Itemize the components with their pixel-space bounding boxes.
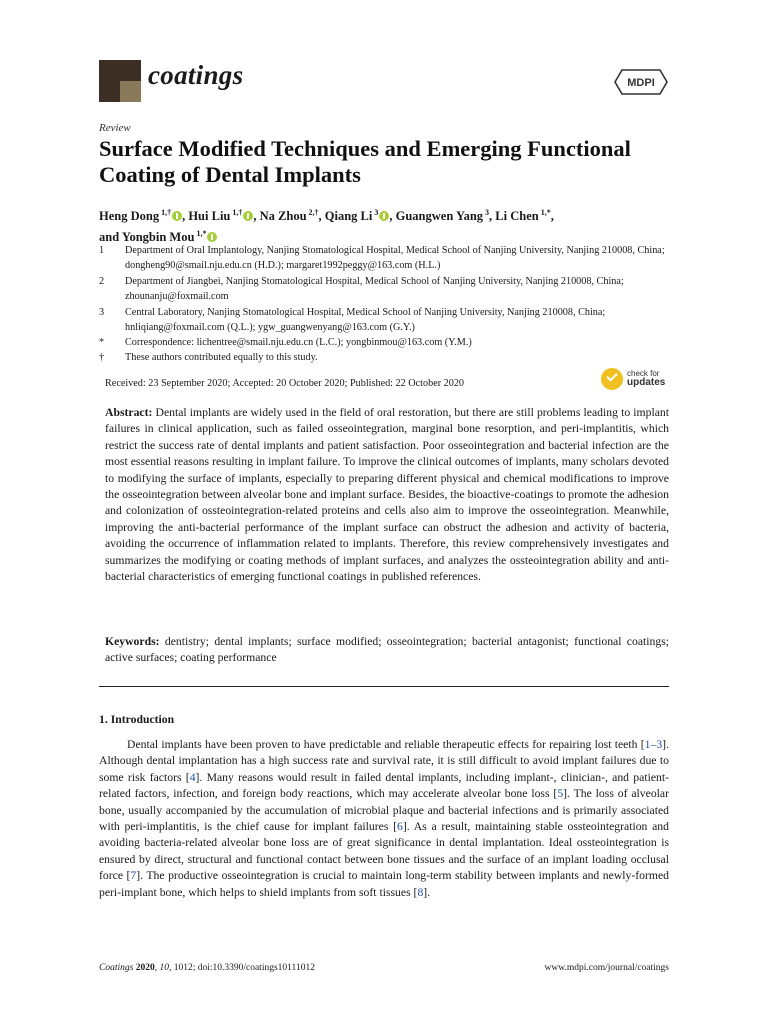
publication-dates: Received: 23 September 2020; Accepted: 20 October 2020; Published: 22 October 2020 xyxy=(105,378,465,389)
intro-text: ]. The loss of alveolar bone, usually accompanied by the accumulation of microbial plaque and bacterial infections and is primarily associated with peri-implantitis, is the chief cause for implant failures [ xyxy=(99,787,669,834)
author-affiliation-mark: 1,† xyxy=(230,208,243,217)
affiliation-text: Department of Jiangbei, Nanjing Stomatological Hospital, Medical School of Nanjing University, Nanjing 210008, China; zhounanju@foxmail.com xyxy=(125,276,624,302)
intro-paragraph xyxy=(99,737,669,901)
author-affiliation-mark: 2,† xyxy=(306,208,319,217)
affiliation xyxy=(99,335,674,350)
author xyxy=(188,209,253,223)
author-name: Li Chen xyxy=(495,209,539,224)
footer-citation: Coatings 2020, 10, 1012; doi:10.3390/coatings10111012 xyxy=(99,963,315,973)
abstract-text: Dental implants are widely used in the field of oral restoration, but there are still problems leading to implant failures in clinical application, such as failed osseointegration, marginal bone resorption, and peri-implantitis, which restrict the success rate of dental implants and patient satisfaction. Poor osseointegration and bacterial infection are the most essential reasons resulting in implant failure. To improve the clinical outcomes of implants, many scholars devoted to modifying the surface of implants, especially to preparing different physical and chemical modifications to improve the osseointegration between alveolar bone and implant surface. Besides, the bioactive-coatings to promote the adhesion and colonization of ossteointegration-related proteins and cells also aim to improve the osseointegration. Meanwhile, improving the anti-bacterial performance of the implant surface can obstruct the adhesion and activity of bacteria, avoiding the occurrence of inflammation related to implants. Therefore, this review comprehensively investigates and summarizes the modifying or coating methods of implant surfaces, and analyzes the ossteointegration ability and anti-bacterial characteristics of emerging functional coatings in published references. xyxy=(105,406,670,584)
orcid-icon[interactable] xyxy=(172,211,182,221)
citation-link[interactable]: 4 xyxy=(189,770,196,784)
keywords xyxy=(105,634,669,667)
affiliation xyxy=(99,350,674,365)
footer-year: 2020 xyxy=(135,963,155,973)
author xyxy=(260,209,319,223)
author-affiliation-mark: 1,* xyxy=(194,229,207,239)
footer-doi: , 1012; doi:10.3390/coatings10111012 xyxy=(168,963,315,973)
author-affiliation-mark: 1,† xyxy=(159,208,172,217)
section-divider xyxy=(99,686,669,687)
author-name: Guangwen Yang xyxy=(395,209,484,224)
affiliation-text: Department of Oral Implantology, Nanjing Stomatological Hospital, Medical School of Nanjing University, Nanjing 210008, China; dongheng90@smail.nju.edu.cn (H.D.); margaret1992peggy@163.com (H.L.) xyxy=(125,245,665,271)
citation-link[interactable]: 8 xyxy=(417,885,424,899)
check-updates-line1: check for xyxy=(627,369,660,378)
article-type: Review xyxy=(99,122,131,134)
section-heading: 1. Introduction xyxy=(99,713,175,726)
footer-journal: Coatings xyxy=(99,963,134,973)
orcid-icon[interactable] xyxy=(379,211,389,221)
check-for-updates-badge[interactable] xyxy=(601,368,671,394)
intro-text: ]. The productive osseointegration is crucial to maintain long-term stability between implants and newly-formed peri-implant bone, which helps to shield implants from soft tissues [ xyxy=(99,869,669,899)
citation-link[interactable]: 1–3 xyxy=(644,738,663,751)
author-name: Heng Dong xyxy=(99,209,160,224)
keywords-label: Keywords: xyxy=(105,635,160,648)
affiliation-text: Central Laboratory, Nanjing Stomatological Hospital, Medical School of Nanjing University, Nanjing 210008, China; hnliqiang@foxmail.com (Q.L.); ygw_guangwenyang@163.com (G.Y.) xyxy=(125,307,606,333)
publisher-logo-icon xyxy=(614,68,668,96)
journal-name: coatings xyxy=(148,60,244,90)
orcid-icon[interactable] xyxy=(207,232,217,242)
abstract-label: Abstract: xyxy=(105,406,153,419)
author-affiliation-mark: 1,* xyxy=(538,208,551,217)
intro-text: ]. As a result, maintaining stable ossteointegration and avoiding bacteria-related alveolar bone loss are of great significance in dental implantation. Ideal ossteointegration is ensured by direct, structural and functional contact between bone tissues and the surface of an implant loading occlusal force [ xyxy=(99,820,669,883)
intro-text: Dental implants have been proven to have predictable and reliable therapeutic effects for repairing lost teeth [ xyxy=(127,738,645,751)
keywords-text: dentistry; dental implants; surface modified; osseointegration; bacterial antagonist; functional coatings; active surfaces; coating performance xyxy=(105,635,669,665)
author xyxy=(99,209,182,223)
author xyxy=(495,209,550,223)
affiliation-text: These authors contributed equally to this study. xyxy=(125,352,318,363)
author-name: Qiang Li xyxy=(324,209,373,224)
affiliation-text: Correspondence: lichentree@smail.nju.edu.cn (L.C.); yongbinmou@163.com (Y.M.) xyxy=(125,337,472,348)
check-updates-line2: updates xyxy=(627,377,666,388)
author-name: Hui Liu xyxy=(188,209,231,224)
author xyxy=(396,209,489,223)
author-and: and xyxy=(99,230,120,245)
affiliation xyxy=(99,274,674,304)
check-updates-icon xyxy=(601,368,623,390)
abstract xyxy=(105,405,669,585)
orcid-icon[interactable] xyxy=(243,211,253,221)
intro-text: ]. Many reasons would result in failed dental implants, including implant-, clinician-, and patient-related factors, infection, and foreign body reactions, which may accelerate alveolar bone loss [ xyxy=(99,770,669,801)
affiliation-mark: 3 xyxy=(99,307,105,318)
affiliation-mark: 1 xyxy=(99,245,105,256)
intro-text: ]. Although dental implantation has a high success rate and survival rate, it is still difficult to avoid implant failures due to some risk factors [ xyxy=(99,738,669,784)
affiliation xyxy=(99,243,674,273)
author xyxy=(325,209,390,223)
author-affiliation-mark: 3 xyxy=(372,208,379,217)
affiliation-mark: † xyxy=(99,352,105,363)
citation-link[interactable]: 7 xyxy=(130,869,137,883)
citation-link[interactable]: 5 xyxy=(557,787,564,801)
affiliation xyxy=(99,305,674,335)
intro-text: ]. xyxy=(423,885,431,899)
footer-volume: 10 xyxy=(159,963,169,973)
footer-url[interactable]: www.mdpi.com/journal/coatings xyxy=(544,963,669,973)
author-list: Heng Dong $^{1,\dagger}$ , Hui Liu $^{1,\dagger}$ , Na Zhou $^{2,\dagger}$, Qiang Li $^3$ , Guangwen Yang $^3$, Li Chen $^{1,*}$, and Yongbin Mou $^{1,*}$ xyxy=(99,208,554,245)
citation-link[interactable]: 6 xyxy=(396,820,403,834)
affiliation-mark: 2 xyxy=(99,276,105,287)
journal-logo-accent xyxy=(120,81,141,102)
author-name: Na Zhou xyxy=(259,209,307,224)
affiliation-mark: * xyxy=(99,337,105,348)
publisher-name: MDPI xyxy=(627,77,655,89)
paper-title: Surface Modified Techniques and Emerging Functional Coating of Dental Implants xyxy=(99,136,631,187)
author-affiliation-mark: 3 xyxy=(483,208,490,217)
author-name: Yongbin Mou xyxy=(121,230,195,245)
